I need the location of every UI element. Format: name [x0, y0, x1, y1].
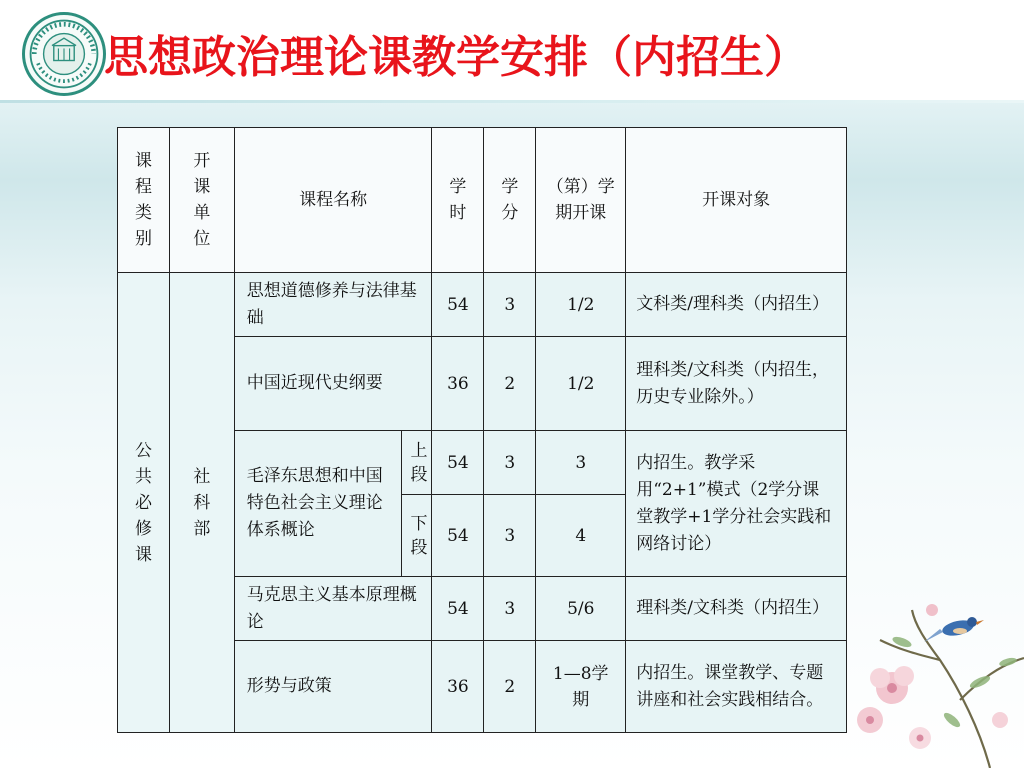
header-credits	[484, 128, 536, 273]
header-department-label: 开课单位	[193, 151, 211, 249]
credits-cell: 3	[484, 577, 536, 641]
hours-cell: 36	[432, 337, 484, 431]
flower-bird-decoration	[840, 570, 1024, 768]
target-cell: 文科类/理科类（内招生）	[626, 273, 847, 337]
target-cell: 内招生。教学采用“2+1”模式（2学分课堂教学+1学分社会实践和网络讨论）	[626, 431, 847, 577]
department-label: 社科部	[193, 466, 211, 539]
header-target: 开课对象	[626, 128, 847, 273]
hours-cell: 54	[432, 431, 484, 495]
category-label: 公共必修课	[134, 440, 152, 565]
credits-cell: 2	[484, 337, 536, 431]
credits-cell: 2	[484, 641, 536, 733]
page-title: 思想政治理论课教学安排（内招生）	[104, 32, 808, 83]
header-hours-label: 学时	[449, 177, 467, 223]
header-hours	[432, 128, 484, 273]
semester-cell: 4	[536, 495, 626, 577]
credits-cell: 3	[484, 495, 536, 577]
course-name-cell: 中国近现代史纲要	[234, 337, 432, 431]
header-semester	[536, 128, 626, 273]
semester-cell: 1/2	[536, 273, 626, 337]
department-cell	[169, 273, 234, 733]
course-name-cell: 毛泽东思想和中国特色社会主义理论体系概论	[234, 431, 402, 577]
header-course-name: 课程名称	[234, 128, 432, 273]
course-name-cell: 马克思主义基本原理概论	[234, 577, 432, 641]
bird-icon	[924, 617, 984, 642]
header-category	[118, 128, 170, 273]
segment-label: 下段	[410, 513, 428, 558]
segment-label: 上段	[410, 440, 428, 485]
course-name-cell: 形势与政策	[234, 641, 432, 733]
target-cell: 理科类/文科类（内招生）	[626, 577, 847, 641]
hours-cell: 54	[432, 577, 484, 641]
course-schedule-table	[117, 127, 847, 733]
university-logo	[22, 12, 106, 96]
credits-cell: 3	[484, 273, 536, 337]
course-name-cell: 思想道德修养与法律基础	[234, 273, 432, 337]
credits-cell: 3	[484, 431, 536, 495]
target-cell: 理科类/文科类（内招生，历史专业除外。）	[626, 337, 847, 431]
header-department	[169, 128, 234, 273]
segment-cell	[402, 431, 432, 495]
header-semester-label: （第）学期开课	[546, 177, 615, 223]
semester-cell: 1/2	[536, 337, 626, 431]
semester-cell	[536, 641, 626, 733]
category-cell	[118, 273, 170, 733]
hours-cell: 54	[432, 273, 484, 337]
hours-cell: 54	[432, 495, 484, 577]
table-row	[118, 273, 847, 337]
hours-cell: 36	[432, 641, 484, 733]
semester-cell: 5/6	[536, 577, 626, 641]
semester-label: 1—8学期	[552, 663, 609, 710]
target-cell: 内招生。课堂教学、专题讲座和社会实践相结合。	[626, 641, 847, 733]
header-category-label: 课程类别	[134, 151, 152, 249]
header-credits-label: 学分	[501, 177, 519, 223]
table-header-row	[118, 128, 847, 273]
segment-cell	[402, 495, 432, 577]
semester-cell: 3	[536, 431, 626, 495]
seal-icon	[25, 15, 103, 93]
title-divider	[0, 100, 1024, 103]
